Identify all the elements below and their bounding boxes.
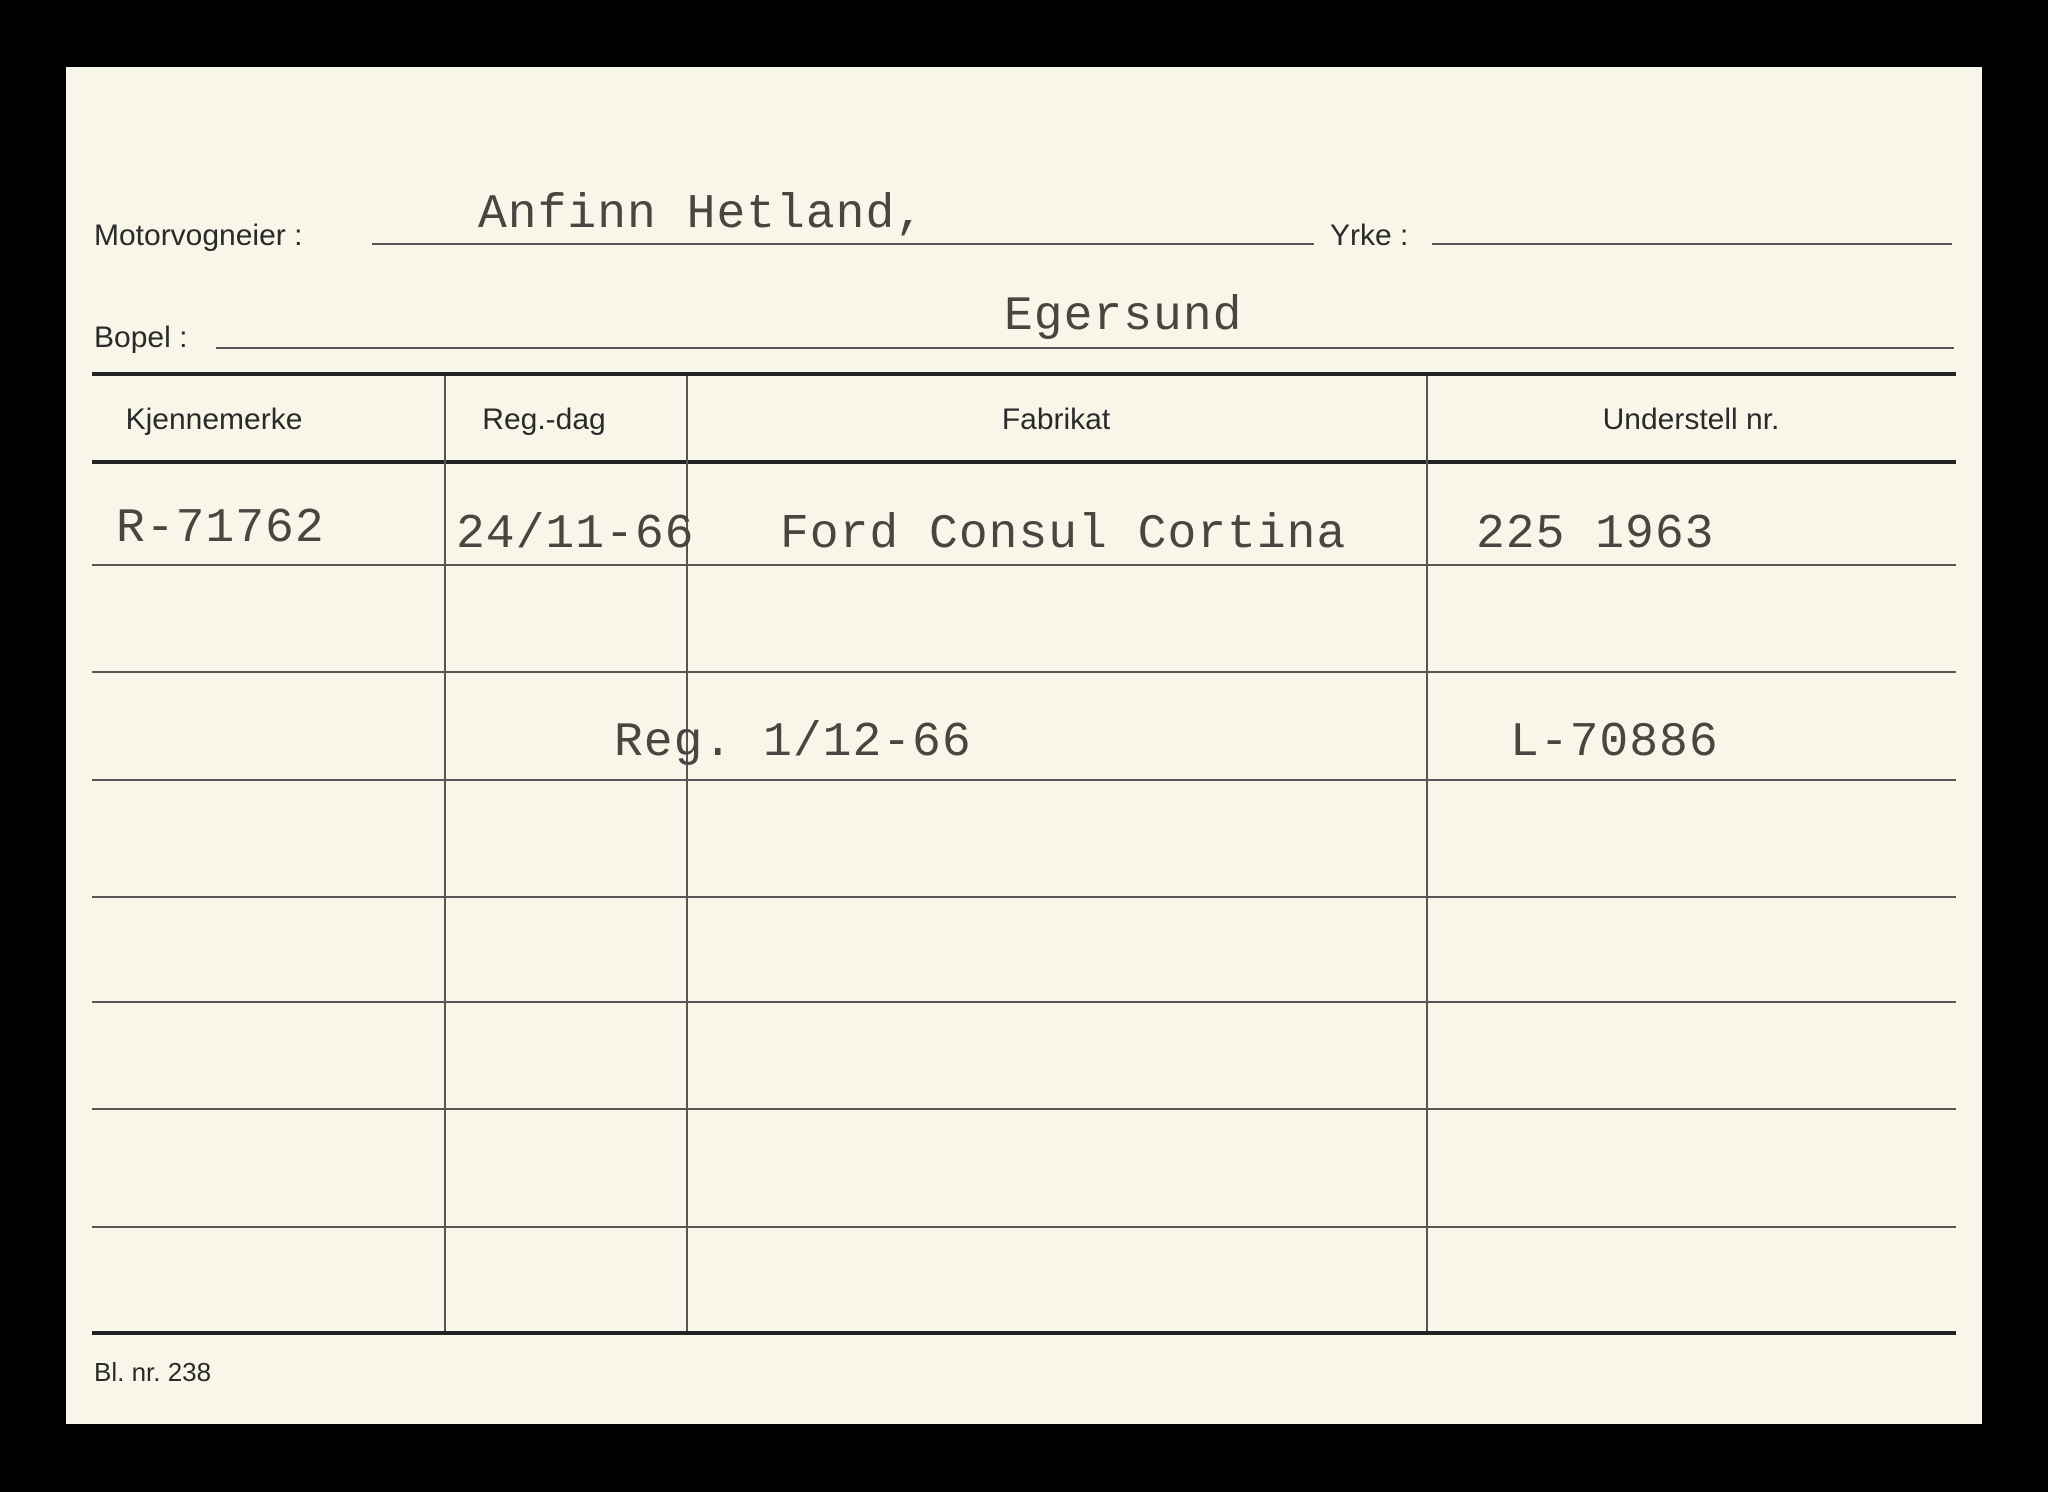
table-top-rule [92, 372, 1956, 376]
header-bottom-rule [92, 460, 1956, 464]
header-registration: Kjennemerke [125, 403, 303, 436]
occupation-underline [1432, 243, 1952, 245]
address-underline [216, 347, 1954, 349]
row-rule-7 [92, 1226, 1956, 1228]
row1-reg-date: 24/11-66 [456, 508, 695, 562]
row-rule-4 [92, 896, 1956, 898]
occupation-label: Yrke : [1330, 219, 1409, 252]
form-number: Bl. nr. 238 [94, 1357, 212, 1387]
header-make: Fabrikat [1001, 403, 1111, 436]
owner-value: Anfinn Hetland, [478, 188, 926, 242]
column-divider-3 [1426, 376, 1428, 1332]
row1-make: Ford Consul Cortina [780, 508, 1347, 562]
table-bottom-rule [92, 1331, 1956, 1335]
column-divider-1 [444, 376, 446, 1332]
owner-label: Motorvogneier : [94, 219, 303, 252]
row-rule-2 [92, 671, 1956, 673]
header-chassis: Understell nr. [1602, 403, 1780, 436]
row3-make: Reg. 1/12-66 [614, 716, 972, 770]
row-rule-3 [92, 779, 1956, 781]
row-rule-6 [92, 1108, 1956, 1110]
header-reg-date: Reg.-dag [482, 403, 606, 436]
row1-chassis: 225 1963 [1476, 508, 1715, 562]
row-rule-5 [92, 1001, 1956, 1003]
vehicle-registration-card [66, 67, 1982, 1424]
address-value: Egersund [1004, 290, 1243, 344]
row1-registration: R-71762 [116, 502, 325, 556]
address-label: Bopel : [94, 321, 188, 354]
row-rule-1 [92, 564, 1956, 566]
owner-underline [372, 243, 1314, 245]
row3-chassis: L-70886 [1510, 716, 1719, 770]
